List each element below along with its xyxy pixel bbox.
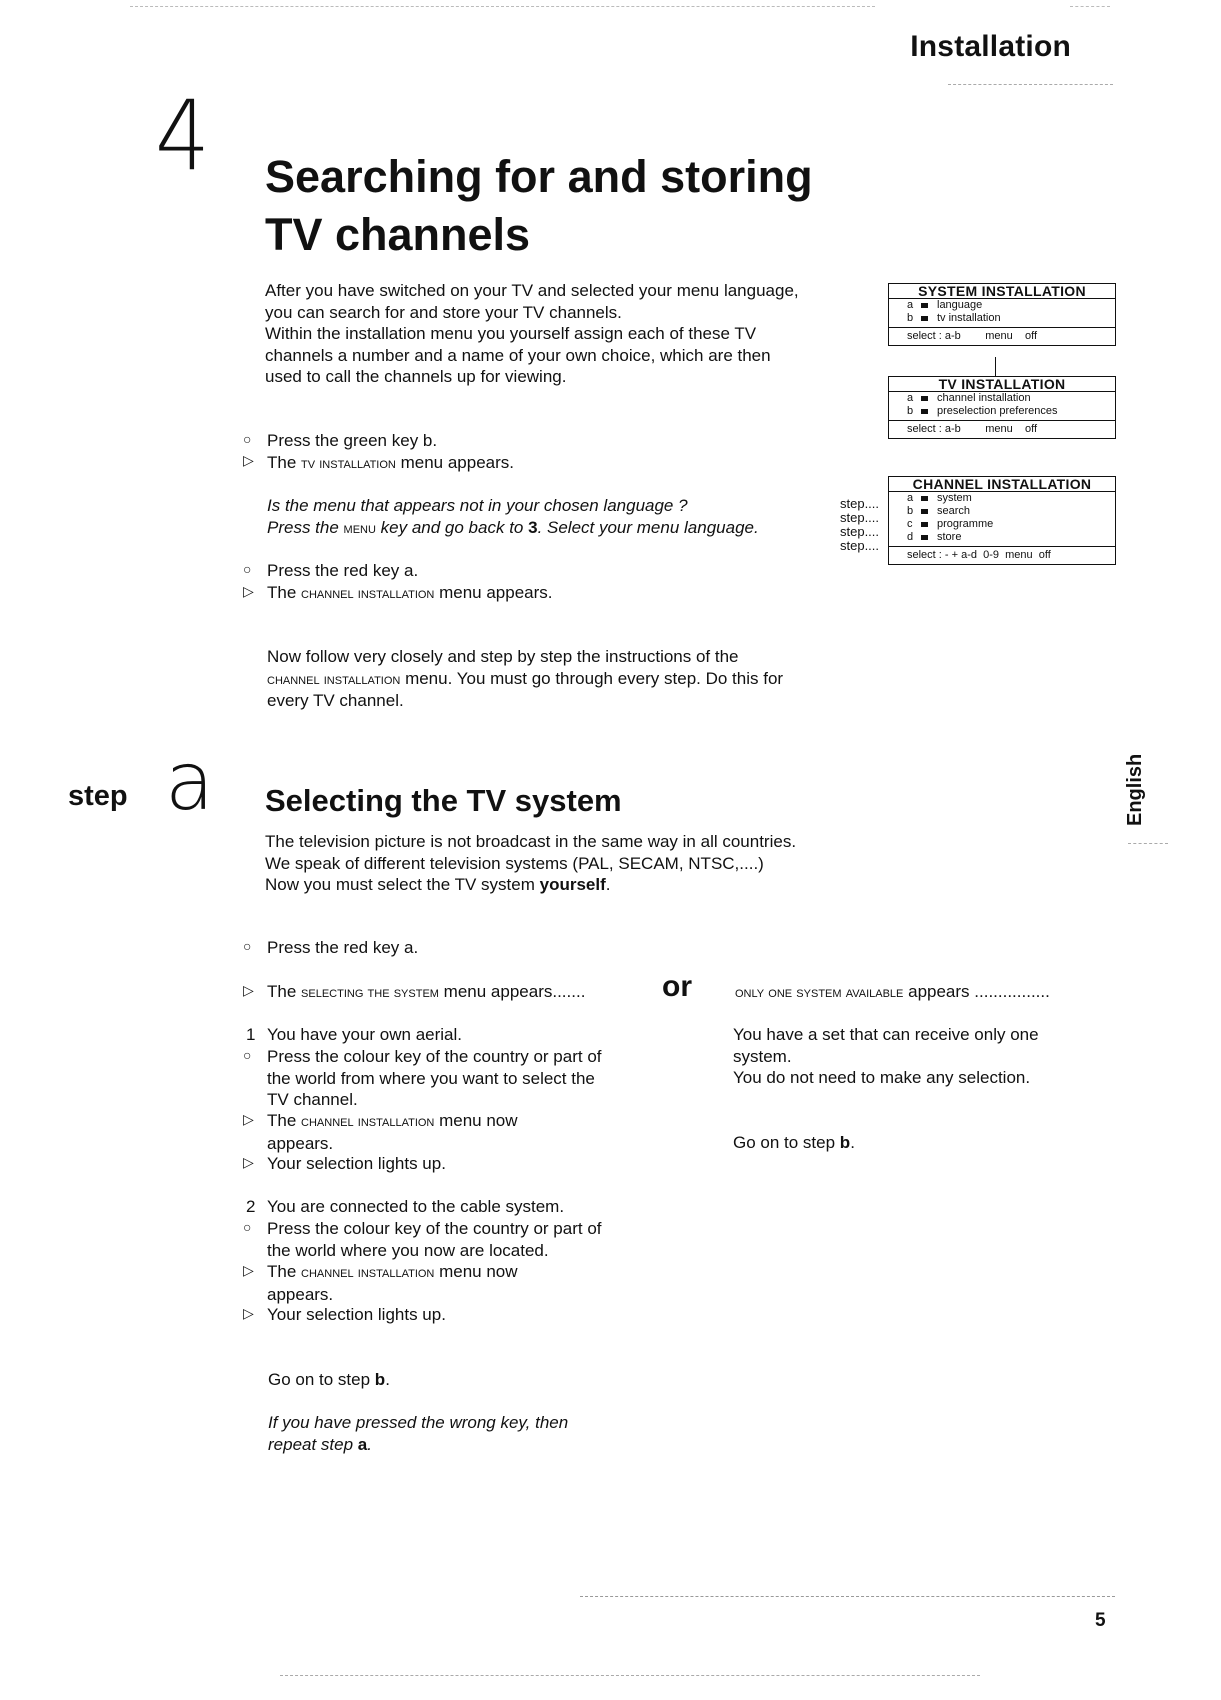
intro-line: channels a number and a name of your own choice, which are then	[265, 345, 771, 365]
text: appears ................	[903, 982, 1050, 1001]
note-line	[268, 1434, 568, 1456]
right-line: You do not need to make any selection.	[733, 1068, 1031, 1087]
text-bold: yourself	[539, 875, 606, 894]
menu-label: programme	[937, 518, 994, 530]
section-title: Installation	[910, 30, 1071, 63]
step-tag: step....	[840, 510, 880, 525]
intro-line: Within the installation menu you yourself assign each of these TV	[265, 324, 757, 343]
note-line	[267, 517, 759, 540]
text-smallcaps: only one system available	[735, 984, 904, 1001]
menu-title: SYSTEM INSTALLATION	[889, 284, 1115, 299]
result-triangle-icon: ▷	[243, 1305, 254, 1321]
option2-instructions	[267, 1218, 602, 1261]
result-triangle-icon: ▷	[243, 452, 254, 468]
text: .	[605, 875, 611, 894]
result-line	[267, 1110, 518, 1133]
intro-paragraph	[265, 280, 799, 388]
text: The	[267, 1111, 302, 1130]
follow-line: every TV channel.	[267, 691, 404, 710]
option-number: 2	[246, 1197, 256, 1216]
menu-footer: select : - + a-d 0-9 menu off	[889, 546, 1115, 564]
text-smallcaps: menu	[343, 519, 376, 537]
text: The	[267, 453, 302, 472]
page-number: 5	[1095, 1610, 1106, 1631]
square-icon	[921, 409, 928, 414]
step-tag: step....	[840, 538, 880, 553]
text: menu appears.	[395, 453, 515, 472]
result-triangle-icon: ▷	[243, 1111, 254, 1127]
menu-key: b	[907, 505, 914, 517]
instruction-line: Press the colour key of the country or part of	[267, 1219, 602, 1238]
text-smallcaps: channel installation	[301, 1264, 435, 1281]
option1-instructions	[267, 1046, 602, 1111]
text: key and go back to	[375, 517, 529, 537]
menu-row	[889, 312, 1115, 327]
section-heading: Selecting the TV system	[265, 783, 622, 818]
step-tv-menu-appears	[267, 452, 514, 475]
result-line: appears.	[267, 1284, 334, 1304]
menu-label: tv installation	[937, 312, 1001, 324]
only-one-system-appears	[735, 981, 1050, 1004]
text: .	[850, 1133, 855, 1152]
instruction-line: TV channel.	[267, 1090, 358, 1109]
language-side-tab: English	[1124, 753, 1146, 826]
section-title-rule	[948, 84, 1113, 85]
menu-row	[889, 392, 1115, 405]
text: The	[267, 1262, 302, 1281]
bottom-rule	[580, 1596, 1115, 1597]
square-icon	[921, 303, 928, 308]
option1-lights-up: Your selection lights up.	[267, 1154, 446, 1173]
text: The	[267, 982, 302, 1001]
option1-result	[267, 1110, 518, 1154]
intro-line: you can search for and store your TV channels.	[265, 302, 622, 322]
intro-line: After you have switched on your TV and selected your menu language,	[265, 281, 799, 300]
menu-key: a	[907, 392, 914, 404]
text: menu appears.......	[438, 982, 586, 1001]
system-paragraph	[265, 831, 796, 896]
or-separator: or	[662, 970, 692, 1003]
menu-label: language	[937, 299, 983, 311]
right-line: system.	[733, 1046, 792, 1066]
square-icon	[921, 316, 928, 321]
text: menu now	[434, 1111, 518, 1130]
menu-row	[889, 492, 1115, 505]
menu-row	[889, 531, 1115, 546]
text: menu. You must go through every step. Do this for	[400, 668, 784, 688]
text: repeat step	[268, 1434, 358, 1454]
text-bold: a	[357, 1434, 368, 1454]
menu-key: c	[907, 518, 913, 530]
system-line: The television picture is not broadcast in the same way in all countries.	[265, 832, 797, 851]
note-line: If you have pressed the wrong key, then	[268, 1413, 569, 1432]
top-edge-rule	[130, 6, 875, 7]
tv-installation-menu	[888, 376, 1116, 439]
text-bold: 3	[528, 517, 538, 537]
text: . Select your menu language.	[537, 517, 759, 537]
single-system-text	[733, 1024, 1039, 1089]
chapter-title	[265, 148, 813, 264]
system-line: We speak of different television systems (PAL, SECAM, NTSC,....)	[265, 853, 764, 873]
text-bold: b	[374, 1370, 386, 1389]
result-triangle-icon: ▷	[243, 583, 254, 599]
instruction-line: the world from where you want to select the	[267, 1068, 595, 1088]
text: Press the	[267, 517, 344, 537]
instruction-line: Press the colour key of the country or part of	[267, 1047, 602, 1066]
system-line	[265, 874, 796, 896]
menu-key: d	[907, 531, 914, 543]
text: Go on to step	[733, 1133, 840, 1152]
bullet-circle-icon: ○	[243, 431, 252, 447]
result-line	[267, 1261, 518, 1284]
text-smallcaps: tv installation	[301, 455, 396, 472]
step-tag: step....	[840, 524, 880, 539]
top-edge-rule-right	[1070, 6, 1110, 7]
selecting-system-appears	[267, 981, 585, 1004]
right-go-on-step-b	[733, 1132, 855, 1154]
menu-label: preselection preferences	[937, 405, 1058, 417]
option-own-aerial: You have your own aerial.	[267, 1025, 463, 1044]
channel-installation-menu	[888, 476, 1116, 565]
text: Now you must select the TV system	[265, 875, 540, 894]
wrong-key-note	[268, 1412, 568, 1455]
bullet-circle-icon: ○	[243, 561, 252, 577]
text-bold: b	[839, 1133, 851, 1152]
menu-key: a	[907, 492, 914, 504]
menu-label: store	[937, 531, 962, 543]
menu-row	[889, 405, 1115, 420]
menu-title: CHANNEL INSTALLATION	[889, 477, 1115, 492]
menu-label: search	[937, 505, 971, 517]
bullet-circle-icon: ○	[243, 1047, 252, 1063]
step-press-red-a: Press the red key a.	[267, 938, 419, 957]
right-line: You have a set that can receive only one	[733, 1025, 1039, 1044]
menu-row	[889, 299, 1115, 312]
text-smallcaps: channel installation	[267, 670, 401, 688]
text: Go on to step	[268, 1370, 375, 1389]
chapter-number: 4	[155, 80, 211, 192]
text: .	[367, 1434, 372, 1454]
option2-result	[267, 1261, 518, 1305]
step-tag: step....	[840, 496, 880, 511]
step-press-red: Press the red key a.	[267, 561, 419, 580]
step-channel-menu-appears	[267, 582, 553, 605]
bottom-edge-rule	[280, 1675, 980, 1676]
result-triangle-icon: ▷	[243, 1262, 254, 1278]
text: .	[385, 1370, 390, 1389]
chapter-title-line1: Searching for and storing	[265, 151, 813, 202]
square-icon	[921, 522, 928, 527]
result-triangle-icon: ▷	[243, 982, 254, 998]
menu-key: b	[907, 405, 914, 417]
menu-label: channel installation	[937, 392, 1031, 404]
menu-title: TV INSTALLATION	[889, 377, 1115, 392]
menu-label: system	[937, 492, 972, 504]
menu-row	[889, 518, 1115, 531]
menu-key: b	[907, 312, 914, 324]
option-number: 1	[246, 1025, 256, 1044]
step-letter: a	[165, 735, 215, 828]
text: menu appears.	[434, 583, 553, 602]
result-line: appears.	[267, 1133, 334, 1153]
step-press-green: Press the green key b.	[267, 431, 438, 450]
side-tab-rule	[1128, 843, 1168, 844]
text: menu now	[434, 1262, 518, 1281]
text: The	[267, 583, 302, 602]
menu-footer: select : a-b menu off	[889, 327, 1115, 345]
text-smallcaps: channel installation	[301, 585, 435, 602]
system-installation-menu	[888, 283, 1116, 346]
text-smallcaps: selecting the system	[301, 984, 439, 1001]
note-line: Is the menu that appears not in your chosen language ?	[267, 496, 688, 515]
instruction-line: the world where you now are located.	[267, 1240, 549, 1260]
menu-key: a	[907, 299, 914, 311]
menu-row	[889, 505, 1115, 518]
menu-connector	[995, 357, 996, 377]
square-icon	[921, 535, 928, 540]
text-smallcaps: channel installation	[301, 1113, 435, 1130]
chapter-title-line2: TV channels	[265, 209, 531, 260]
menu-footer: select : a-b menu off	[889, 420, 1115, 438]
bullet-circle-icon: ○	[243, 1219, 252, 1235]
square-icon	[921, 496, 928, 501]
intro-line: used to call the channels up for viewing.	[265, 367, 567, 386]
square-icon	[921, 509, 928, 514]
follow-line: Now follow very closely and step by step the instructions of the	[267, 647, 739, 666]
option-cable-system: You are connected to the cable system.	[267, 1197, 565, 1216]
step-label: step	[68, 780, 128, 812]
follow-line	[267, 668, 783, 691]
follow-paragraph	[267, 646, 783, 712]
square-icon	[921, 396, 928, 401]
result-triangle-icon: ▷	[243, 1154, 254, 1170]
option2-lights-up: Your selection lights up.	[267, 1305, 446, 1324]
bullet-circle-icon: ○	[243, 938, 252, 954]
go-on-step-b	[268, 1369, 390, 1391]
language-note	[267, 495, 759, 539]
